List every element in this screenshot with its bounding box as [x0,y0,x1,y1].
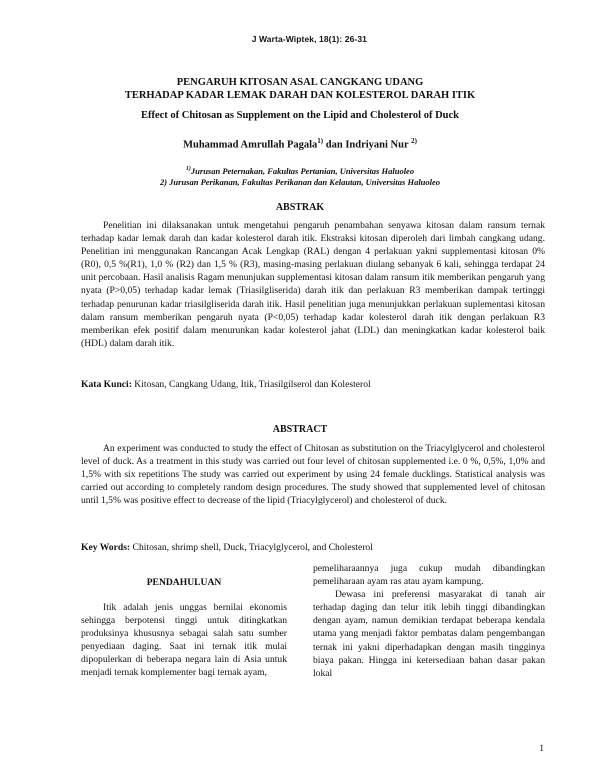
journal-citation: J Warta-Wiptek, 18(1): 26-31 [251,34,367,44]
paper-title-english: Effect of Chitosan as Supplement on the Lipid and Cholesterol of Duck [140,110,460,121]
affiliation-2: 2) Jurusan Perikanan, Fakultas Perikanan dan Kelautan, Universitas Haluoleo [159,176,441,187]
intro-paragraph-1-continued: pemeliharaannya juga cukup mudah dibandingkan pemeliharaan ayam ras atau ayam kampung. [313,563,545,588]
author-1: Muhammad Amrullah Pagala [183,139,318,151]
author-2-affil-mark: 2) [411,137,417,145]
abstract-heading: ABSTRACT [272,424,328,435]
title-line-2: TERHADAP KADAR LEMAK DARAH DAN KOLESTEROL DARAH ITIK [124,90,476,101]
abstract-body [81,442,545,507]
author-1-affil-mark: 1) [317,137,324,145]
key-words-text: Chitosan, shrimp shell, Duck, Triacylglycerol, and Cholesterol [130,542,373,553]
pendahuluan-heading: PENDAHULUAN [146,577,222,588]
paper-title-indonesian [0,76,600,102]
author-2: Indriyani Nur [345,139,412,151]
kata-kunci-text: Kitosan, Cangkang Udang, Itik, Triasilgilserol dan Kolesterol [131,379,371,390]
intro-left-column [81,601,287,680]
intro-right-column [313,562,545,680]
key-words [81,542,545,553]
abstrak-heading: ABSTRAK [275,202,325,213]
affiliation-1: $^{1)}$Jurusan Peternakan, Fakultas Pertanian, Universitas Haluoleo [185,165,415,176]
key-words-label: Key Words: [81,542,131,553]
kata-kunci [81,379,545,390]
intro-paragraph-2: Dewasa ini preferensi masyarakat di tanah air terhadap daging dan telur itik lebih tinggi dibandingkan dengan ayam, namun demikian terdapat beberapa kendala utama yang menjadi faktor pembatas dalam pengembangan ternak ini yakni diperhadapkan dengan masih tingginya biaya pakan. Hingga ini ketersediaan bahan dasar pakan lokal [313,589,545,679]
kata-kunci-label: Kata Kunci: [81,379,132,390]
affiliation-1-mark: 1) [185,166,191,172]
abstract-paragraph: An experiment was conducted to study the effect of Chitosan as substitution on the Triacylglycerol and cholesterol level of duck. As a treatment in this study was carried out four level of chitosan supplemented i.e. 0 %, 0,5%, 1,0% and 1,5% with six repetitions The study was carried out experiment by using 24 female ducklings. Statistical analysis was carried out according to completely random design procedures. The study showed that supplemented level of chitosan until 1,5% was positive effect to decrease of the lipid (Triacylglycerol) and cholesterol of duck. [81,443,545,507]
abstrak-body [81,219,545,350]
affiliations [0,164,600,188]
page-number: 1 [539,743,544,754]
abstrak-paragraph: Penelitian ini dilaksanakan untuk mengetahui pengaruh penambahan senyawa kitosan dalam ransum ternak terhadap kadar lemak darah dan kadar kolesterol darah itik. Ekstraksi kitosan diperoleh dari limbah cangkang udang. Penelitian ini menggunakan Rancangan Acak Lengkap (RAL) dengan 4 perlakuan yakni supplementasi kitosan 0% (R0), 0,5 %(R1), 1,0 % (R2) dan 1,5 % (R3), masing-masing perlakuan diulang sebanyak 6 kali, sehingga terdapat 24 unit percobaan. Hasil analisis Ragam menunjukan supplementasi kitosan dalam ransum itik memberikan pengaruh yang nyata (P>0,05) terhadap kadar lemak (Triasilgliserida) darah itik dan perlakuan R3 memberikan dampak tertinggi terhadap penurunan kadar triasilgliserida darah itik. Hasil penelitian juga menunjukkan perlakuan suplementasi kitosan dalam ransum memberikan pengaruh nyata (P<0,05) terhadap kadar kolesterol darah itik dengan perlakuan R3 memberikan efek positif dalam menurunkan kadar kolesterol jahat (LDL) dan meningkatkan kadar kolesterol baik (HDL) dalam darah itik. [81,220,545,349]
author-line [0,137,600,151]
title-line-1: PENGARUH KITOSAN ASAL CANGKANG UDANG [176,77,424,88]
author-separator: dan [323,139,346,151]
intro-paragraph-1: Itik adalah jenis unggas bernilai ekonomis sehingga berpotensi tinggi untuk ditingkatkan produksinya khususnya sebagai salah satu sumber penyediaan daging. Saat ini ternak itik mulai dipopulerkan di beberapa negara lain di Asia untuk menjadi ternak komplementer bagi ternak ayam, [81,602,287,679]
